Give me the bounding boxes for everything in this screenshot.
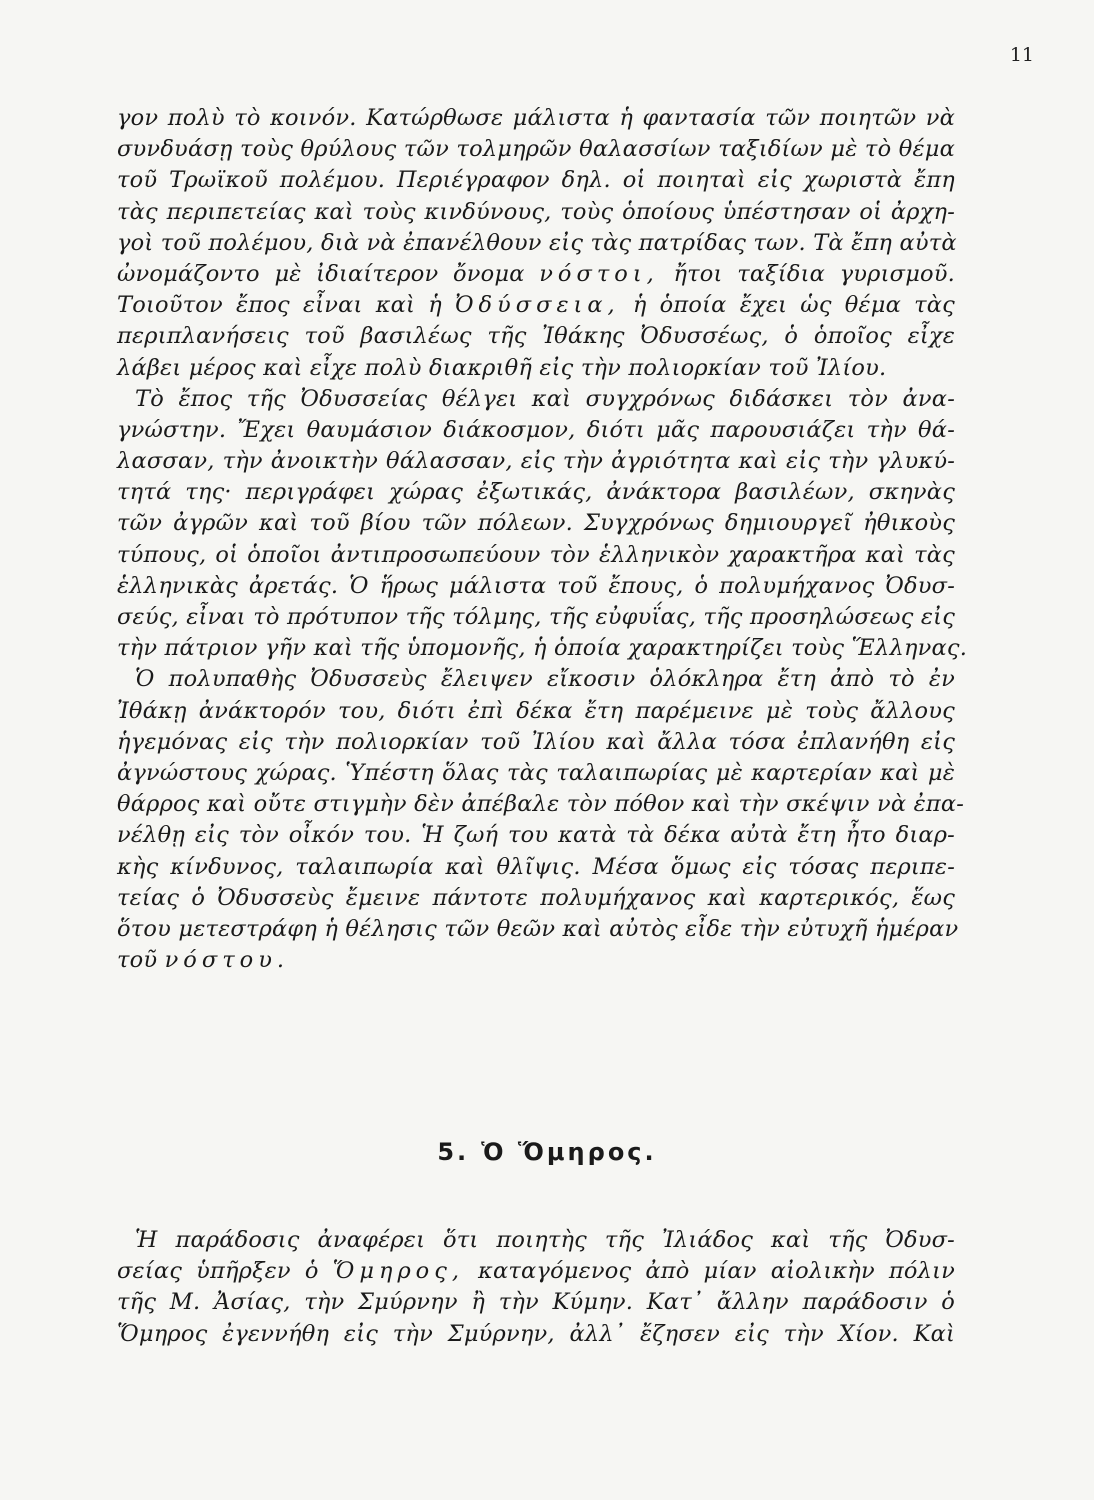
text-run: ὠνομάζοντο μὲ ἰδιαίτερον ὄνομα <box>117 260 540 287</box>
text-line: λασσαν, τὴν ἀνοικτὴν θάλασσαν, εἰς τὴν ἀγριότητα καὶ εἰς τὴν γλυκύ- <box>117 448 955 475</box>
text-line: νέλθῃ εἰς τὸν οἶκόν του. Ἡ ζωή του κατὰ τὰ δέκα αὐτὰ ἔτη ἦτο διαρ- <box>117 822 955 849</box>
text-run: καταγόμενος ἀπὸ μίαν αἰολικὴν πόλιν <box>463 1258 956 1285</box>
text-line: Ἡ παράδοσις ἀναφέρει ὅτι ποιητὴς τῆς Ἰλιάδος καὶ τῆς Ὀδυσ- <box>135 1227 955 1253</box>
text-line: περιπλανήσεις τοῦ βασιλέως τῆς Ἰθάκης Ὀδυσσέως, ὁ ὁποῖος εἶχε <box>117 323 955 350</box>
text-line: τητά της· περιγράφει χώρας ἐξωτικάς, ἀνάκτορα βασιλέων, σκηνὰς <box>117 479 955 506</box>
spaced-term: νόστου. <box>164 947 290 974</box>
text-line: ἀγνώστους χώρας. Ὑπέστη ὅλας τὰς ταλαιπωρίας μὲ καρτερίαν καὶ μὲ <box>117 759 955 786</box>
text-line: κὴς κίνδυνος, ταλαιπωρία καὶ θλῖψις. Μέσα ὅμως εἰς τόσας περιπε- <box>117 853 955 880</box>
text-line: ἑλληνικὰς ἀρετάς. Ὁ ἥρως μάλιστα τοῦ ἔπους, ὁ πολυμήχανος Ὀδυσ- <box>117 572 955 599</box>
text-run: ἤτοι ταξίδια γυρισμοῦ. <box>658 260 955 287</box>
body-text-upper <box>117 103 968 976</box>
text-run: ἡ ὁποία ἔχει ὡς θέμα τὰς <box>619 292 955 319</box>
text-line: τείας ὁ Ὀδυσσεὺς ἔμεινε πάντοτε πολυμήχανος καὶ καρτερικός, ἕως <box>117 884 955 911</box>
section-number: 5. <box>437 1138 470 1166</box>
text-line <box>117 290 955 321</box>
text-line: τὴν πάτριον γῆν καὶ τῆς ὑπομονῆς, ἡ ὁποία χαρακτηρίζει τοὺς Ἕλληνας. <box>117 635 968 662</box>
text-line: λάβει μέρος καὶ εἶχε πολὺ διακριθῆ εἰς τὴν πολιορκίαν τοῦ Ἰλίου. <box>117 354 887 381</box>
text-line: γνώστην. Ἔχει θαυμάσιον διάκοσμον, διότι μᾶς παρουσιάζει τὴν θά- <box>117 416 955 443</box>
text-line: τῶν ἀγρῶν καὶ τοῦ βίου τῶν πόλεων. Συγχρόνως δημιουργεῖ ἠθικοὺς <box>117 510 955 537</box>
page-number: 11 <box>1009 44 1034 66</box>
text-run: Τοιοῦτον ἔπος εἶναι καὶ ἡ <box>117 292 456 319</box>
section-title: Ὁ Ὅμηρος. <box>481 1138 657 1166</box>
text-line: συνδυάσῃ τοὺς θρύλους τῶν τολμηρῶν θαλασσίων ταξιδίων μὲ τὸ θέμα <box>117 136 955 163</box>
text-line: γοὶ τοῦ πολέμου, διὰ νὰ ἐπανέλθουν εἰς τὰς πατρίδας των. Τὰ ἔπη αὐτὰ <box>117 229 957 256</box>
text-line: ἡγεμόνας εἰς τὴν πολιορκίαν τοῦ Ἰλίου καὶ ἄλλα τόσα ἐπλανήθη εἰς <box>117 728 955 755</box>
spaced-term: Ὅμηρος, <box>332 1258 464 1285</box>
text-run: σείας ὑπῆρξεν ὁ <box>117 1258 333 1285</box>
text-line: Τὸ ἔπος τῆς Ὀδυσσείας θέλγει καὶ συγχρόνως διδάσκει τὸν ἀνα- <box>135 385 955 412</box>
text-line: θάρρος καὶ οὔτε στιγμὴν δὲν ἀπέβαλε τὸν πόθον καὶ τὴν σκέψιν νὰ ἐπα- <box>117 791 965 818</box>
text-line: Ὅμηρος ἐγεννήθη εἰς τὴν Σμύρνην, ἀλλ᾽ ἔζησεν εἰς τὴν Χίον. Καὶ <box>117 1320 955 1347</box>
text-line: τοῦ Τρωϊκοῦ πολέμου. Περιέγραφον δηλ. οἱ ποιηταὶ εἰς χωριστὰ ἔπη <box>117 167 955 194</box>
text-line: τὰς περιπετείας καὶ τοὺς κινδύνους, τοὺς ὁποίους ὑπέστησαν οἱ ἀρχη- <box>117 198 955 225</box>
spaced-term: Ὀδύσσεια, <box>455 292 620 319</box>
text-line <box>117 1256 955 1287</box>
text-line: ὅτου μετεστράφη ἡ θέλησις τῶν θεῶν καὶ αὐτὸς εἶδε τὴν εὐτυχῆ ἡμέραν <box>117 915 959 942</box>
section-heading <box>0 1138 1094 1166</box>
body-text-lower <box>117 1225 955 1350</box>
text-line: τῆς Μ. Ἀσίας, τὴν Σμύρνην ἢ τὴν Κύμην. Κατ᾽ ἄλλην παράδοσιν ὁ <box>117 1289 955 1316</box>
text-line: σεύς, εἶναι τὸ πρότυπον τῆς τόλμης, τῆς εὐφυΐας, τῆς προσηλώσεως εἰς <box>117 604 955 630</box>
text-line: Ὁ πολυπαθὴς Ὀδυσσεὺς ἔλειψεν εἴκοσιν ὁλόκληρα ἔτη ἀπὸ τὸ ἐν <box>135 666 955 693</box>
text-line: τύπους, οἱ ὁποῖοι ἀντιπροσωπεύουν τὸν ἑλληνικὸν χαρακτῆρα καὶ τὰς <box>117 541 955 568</box>
text-line: Ἰθάκῃ ἀνάκτορόν του, διότι ἐπὶ δέκα ἔτη παρέμεινε μὲ τοὺς ἄλλους <box>117 697 955 724</box>
spaced-term: νόστοι, <box>539 260 659 287</box>
text-line <box>117 259 955 290</box>
text-line: γον πολὺ τὸ κοινόν. Κατώρθωσε μάλιστα ἡ φαντασία τῶν ποιητῶν νὰ <box>117 105 955 131</box>
text-line <box>117 945 955 976</box>
text-run: τοῦ <box>117 947 165 974</box>
